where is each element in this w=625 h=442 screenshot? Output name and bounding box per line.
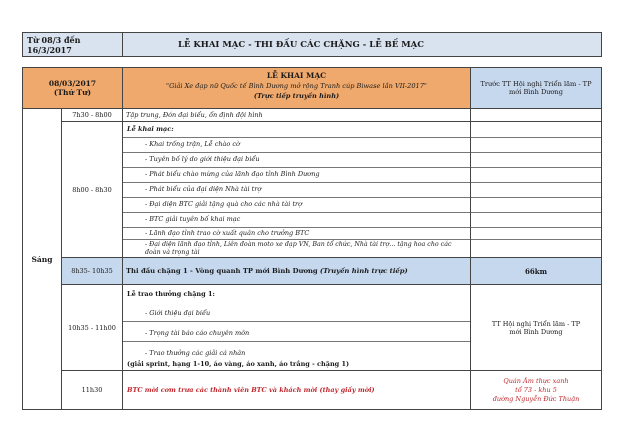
- ceremony-note: (Trực tiếp truyền hình): [253, 92, 340, 100]
- date-range-cell: [22, 32, 123, 57]
- list-item: - Phát biểu của đại diện Nhà tài trợ: [145, 185, 262, 193]
- schedule-title: LỄ KHAI MẠC - THI ĐẤU CÁC CHẶNG - LỄ BẾ MẠC: [178, 39, 425, 50]
- distance: 66km: [525, 266, 547, 276]
- activity-cell-3: [122, 257, 471, 285]
- list-item: - Tuyên bố lý do giới thiệu đại biểu: [145, 155, 260, 163]
- day-date-cell: [22, 67, 123, 109]
- ceremony-cell: [122, 67, 471, 109]
- venue-cell-4: [470, 284, 602, 371]
- activity-text: Tập trung, Đón đại biểu, ổn định đội hình: [126, 111, 263, 119]
- list-item: - BTC giải tuyên bố khai mạc: [145, 215, 241, 223]
- time-cell-4: [61, 284, 123, 371]
- day-date: 08/03/2017: [48, 79, 97, 88]
- time-label: 8h00 - 8h30: [72, 185, 112, 194]
- ceremony-heading: Lễ khai mạc:: [127, 125, 174, 133]
- time-cell-5: [61, 370, 123, 410]
- list-item: - Lãnh đạo tỉnh trao cờ xuất quân cho trưởng BTC: [145, 229, 310, 237]
- list-item: - Trao thưởng các giải cá nhân: [145, 349, 246, 357]
- lunch-venue-line: Quán Âm thực xanh: [503, 376, 569, 385]
- venue-cell: [470, 67, 602, 109]
- activity-cell-2: [122, 121, 471, 258]
- ceremony-title: LỄ KHAI MẠC: [266, 71, 327, 80]
- list-item: - Trọng tài báo cáo chuyên môn: [145, 329, 250, 337]
- lunch-text: BTC mời cơm trưa các thành viên BTC và khách mời (thay giấy mời): [127, 386, 375, 394]
- time-label: 8h35- 10h35: [71, 267, 113, 275]
- venue-text: Trước TT Hội nghị Triển lãm - TP mới Bình Dương: [480, 80, 592, 96]
- list-item: - Khai trống trận, Lễ chào cờ: [145, 140, 240, 148]
- ceremony-subtitle: "Giải Xe đạp nữ Quốc tế Bình Dương mở rộng Tranh cúp Biwase lần VII-2017": [166, 82, 427, 90]
- list-item: - Phát biểu chào mừng của lãnh đạo tỉnh Bình Dương: [145, 170, 320, 178]
- title-cell: [122, 32, 602, 57]
- list-item: - Đại diện lãnh đạo tỉnh, Liên đoàn moto xe đạp VN, Ban tổ chức, Nhà tài trợ... tặng hoa cho các đoàn và trọng tài: [145, 241, 452, 256]
- time-cell-1: [61, 108, 123, 122]
- time-cell-2: [61, 121, 123, 258]
- lunch-venue-line: tổ 73 - khu 5: [515, 385, 557, 394]
- stage-text: Thi đấu chặng 1 - Vòng quanh TP mới Bình Dương: [126, 267, 318, 275]
- list-item: - Đại diện BTC giải tặng quà cho các nhà tài trợ: [145, 200, 303, 208]
- venue-cell-2: [470, 121, 602, 258]
- session-cell: [22, 108, 62, 410]
- awards-heading: Lễ trao thưởng chặng 1:: [127, 290, 215, 298]
- time-label: 11h30: [81, 386, 103, 394]
- time-label: 7h30 - 8h00: [72, 111, 112, 119]
- time-label: 10h35 - 11h00: [68, 323, 116, 332]
- date-range: Từ 08/3 đến 16/3/2017: [27, 34, 81, 55]
- venue-cell-5: [470, 370, 602, 410]
- awards-venue: TT Hội nghị Triển lãm - TP mới Bình Dương: [491, 319, 581, 336]
- activity-cell-4: [122, 284, 471, 371]
- session-label: Sáng: [31, 254, 53, 264]
- day-weekday: (Thứ Tư): [53, 88, 92, 97]
- lunch-venue-line: đường Nguyễn Đức Thuận: [492, 394, 580, 403]
- stage-note: (Truyền hình trực tiếp): [319, 267, 408, 275]
- awards-note: (giải sprint, hạng 1-10, áo vàng, áo xanh, áo trắng - chặng 1): [127, 360, 350, 368]
- list-item: - Giới thiệu đại biểu: [145, 309, 211, 317]
- distance-cell: [470, 257, 602, 285]
- venue-cell-1: [470, 108, 602, 122]
- activity-cell-5: [122, 370, 471, 410]
- activity-cell-1: [122, 108, 471, 122]
- time-cell-3: [61, 257, 123, 285]
